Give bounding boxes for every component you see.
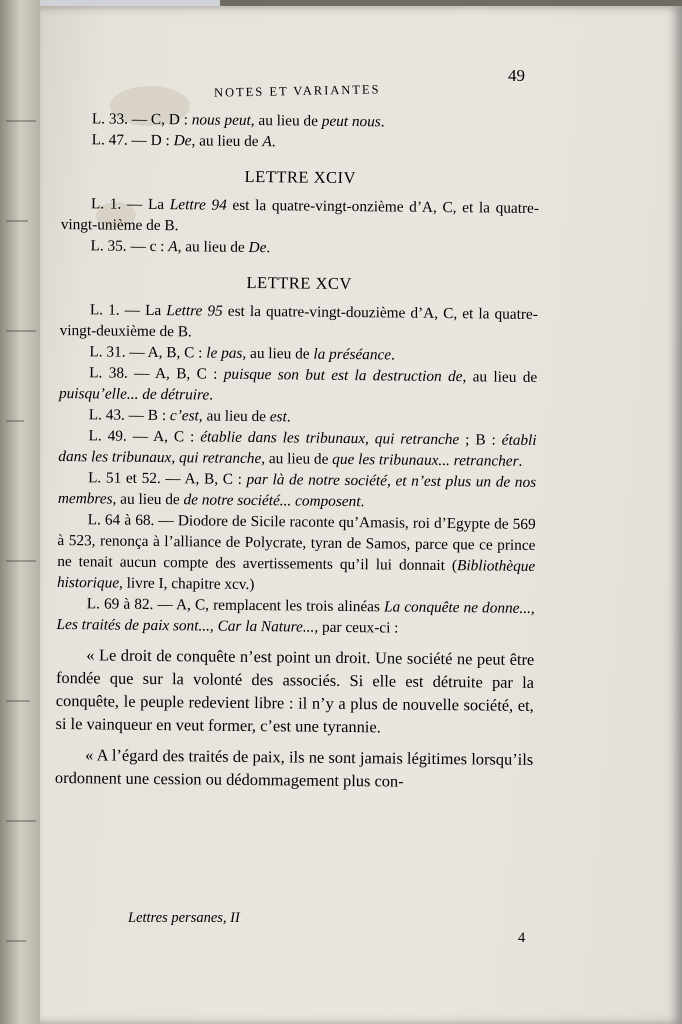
note-95-line-69: L. 69 à 82. — A, C, remplacent les trois alinéas La conquête ne donne..., Les traités de paix sont..., Car la Nature..., par ceux-ci : [56,595,535,637]
note-95-line-1: L. 1. — La Lettre 95 est la quatre-vingt-douzième d’A, C, et la quatre-vingt-deuxième de B. [59,301,538,341]
note-95-line-31: L. 31. — A, B, C : le pas, au lieu de la préséance. [89,343,396,364]
running-head: NOTES ET VARIANTES [213,82,381,100]
note-95-line-64: L. 64 à 68. — Diodore de Sicile raconte qu’Amasis, roi d’Egypte de 569 à 523, renonça à l’alliance de Polycrate, tyran de Samos, parce que ce prince ne tenait aucun compte des avertissements qu’il lui donnait (Bibliothèque historique, livre I, chapitre xcv.) [56,511,536,594]
signature-title: Lettres persanes, II [128,910,240,926]
quoted-variant-paragraph-1: « Le droit de conquête n’est point un droit. Une société ne peut être fondée que sur la volonté des associés. Si elle est détruite par la conquête, le peuple redevient libre : il n’y a plus de nouvelle société, et, si le vainqueur en veut former, c’est une tyrannie. [55,645,535,737]
section-heading-xciv: LETTRE XCIV [244,166,357,188]
note-95-line-51: L. 51 et 52. — A, B, C : par là de notre société, et n’est plus un de nos membres, au lieu de de notre société... composent. [57,469,537,511]
page-number: 49 [508,66,525,85]
note-94-line-35: L. 35. — c : A, au lieu de De. [90,237,271,257]
quoted-variant-paragraph-2: « A l’égard des traités de paix, ils ne sont jamais légitimes lorsqu’ils ordonnent une cession ou dédommagement plus con- [54,745,534,791]
note-line-33: L. 33. — C, D : nous peut, au lieu de peut nous. [91,110,385,131]
notes-content [55,108,540,794]
note-95-line-49: L. 49. — A, C : établie dans les tribunaux, qui retranche ; B : établi dans les tribunaux, qui retranche, au lieu de que les tribunaux... retrancher. [58,427,537,470]
signature-mark: 4 [518,930,526,946]
note-line-47: L. 47. — D : De, au lieu de A. [91,131,276,151]
note-95-line-43: L. 43. — B : c’est, au lieu de est. [88,406,291,426]
note-95-line-38: L. 38. — A, B, C : puisque son but est la destruction de, au lieu de puisqu’elle... de détruire. [58,364,538,404]
note-94-line-1: L. 1. — La Lettre 94 est la quatre-vingt-onzième d’A, C, et la quatre-vingt-unième de B. [60,195,540,235]
section-heading-xcv: LETTRE XCV [246,272,352,294]
